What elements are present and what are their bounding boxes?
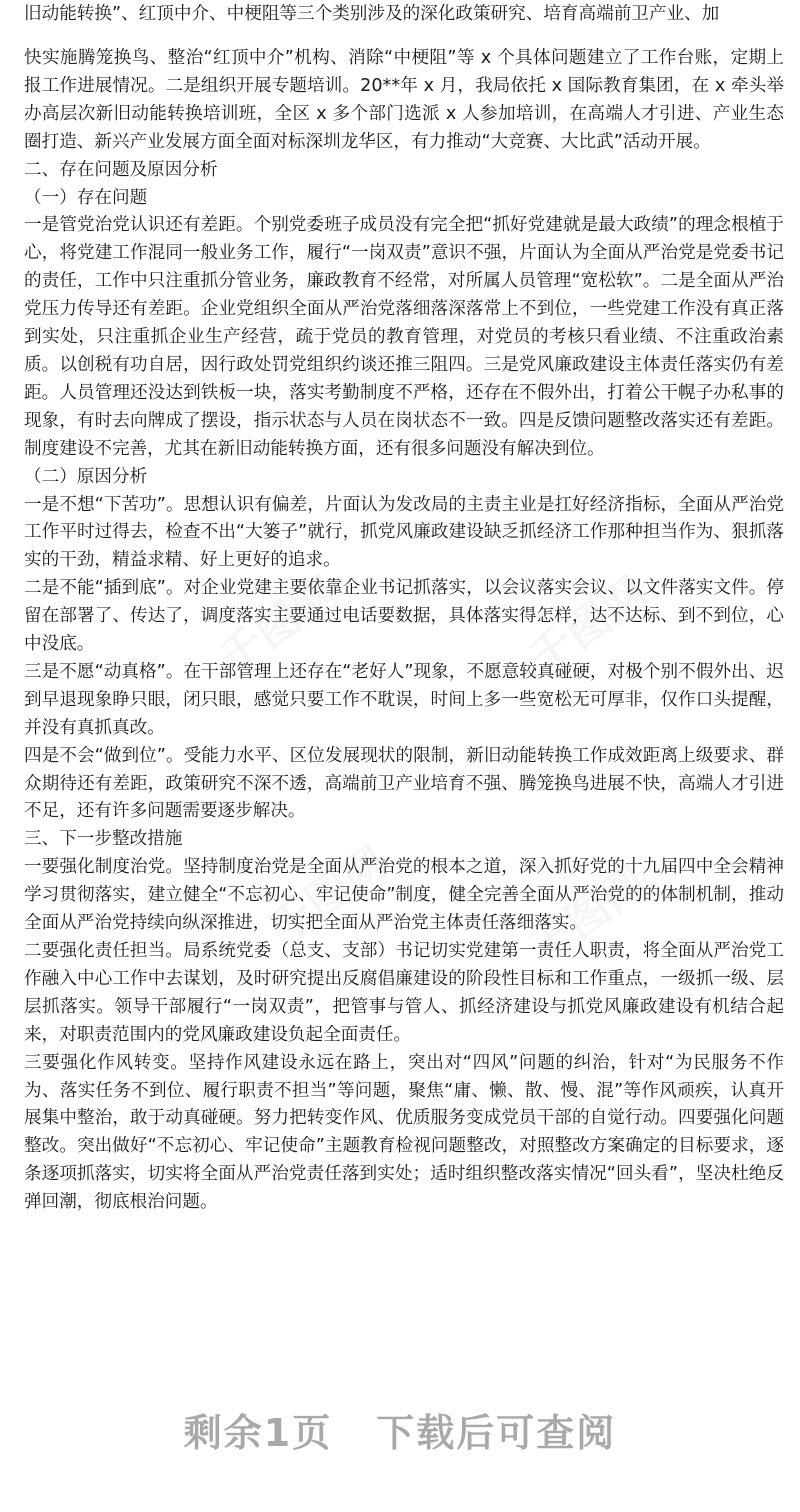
paragraph-cause-4: 四是不会“做到位”。受能力水平、区位发展现状的限制，新旧动能转换工作成效距离上级要求、群众期待还有差距，政策研究不深不透，高端前卫产业培育不强、腾笼换鸟进展不快，高端人才引进不足，还有许多问题需要逐步解决。 xyxy=(24,745,784,822)
download-prompt[interactable] xyxy=(0,1402,800,1457)
paragraph-cause-2: 二是不能“插到底”。对企业党建主要依靠企业书记抓落实，以会议落实会议、以文件落实文件。停留在部署了、传达了，调度落实主要通过电话要数据，具体落实得怎样，达不达标、到不到位，心中没底。 xyxy=(24,578,784,655)
document-body xyxy=(24,45,784,1217)
download-to-view-label[interactable]: 下载后可查阅 xyxy=(376,1411,617,1455)
section-heading-problems: 二、存在问题及原因分析 xyxy=(24,159,218,180)
paragraph-measure-3-4: 三要强化作风转变。坚持作风建设永远在路上，突出对“四风”问题的纠治，针对“为民服务不作为、落实任务不到位、履行职责不担当”等问题，聚焦“庸、懒、散、慢、混”等作风顽疾，认真开展集中整治，敢于动真碰硬。努力把转变作风、优质服务变成党员干部的自觉行动。四要强化问题整改。突出做好“不忘初心、牢记使命”主题教育检视问题整改，对照整改方案确定的目标要求，逐条逐项抓落实，切实将全面从严治党责任落到实处；适时组织整改落实情况“回头看”，坚决杜绝反弹回潮，彻底根治问题。 xyxy=(24,1052,784,1213)
previous-page-last-line: 旧动能转换”、红顶中介、中梗阻等三个类别涉及的深化政策研究、培育高端前卫产业、加 xyxy=(24,4,720,24)
paragraph-measure-1: 一要强化制度治党。坚持制度治党是全面从严治党的根本之道，深入抓好党的十九届四中全会精神学习贯彻落实，建立健全“不忘初心、牢记使命”制度，健全完善全面从严治党的的体制机制，推动全面从严治党持续向纵深推进，切实把全面从严治党主体责任落细落实。 xyxy=(24,857,784,934)
subheading-existing-problems: （一）存在问题 xyxy=(24,187,148,208)
subheading-cause-analysis: （二）原因分析 xyxy=(24,466,148,487)
paragraph-cause-1: 一是不想“下苦功”。思想认识有偏差，片面认为发改局的主责主业是扛好经济指标，全面从严治党工作平时过得去，检查不出“大篓子”就行，抓党风廉政建设缺乏抓经济工作那种担当作为、狠抓落实的干劲，精益求精、好上更好的追求。 xyxy=(24,494,784,571)
section-heading-measures: 三、下一步整改措施 xyxy=(24,829,183,850)
paragraph-cause-3: 三是不愿“动真格”。在干部管理上还存在“老好人”现象，不愿意较真碰硬，对极个别不假外出、迟到早退现象睁只眼，闭只眼，感觉只要工作不耽误，时间上多一些宽松无可厚非，仅作口头提醒，并没有真抓真改。 xyxy=(24,661,784,738)
remaining-pages-label: 剩余1页 xyxy=(183,1411,333,1455)
paragraph-measure-2: 二要强化责任担当。局系统党委（总支、支部）书记切实党建第一责任人职责，将全面从严治党工作融入中心工作中去谋划，及时研究提出反腐倡廉建设的阶段性目标和工作重点，一级抓一级、层层抓落实。领导干部履行“一岗双责”，把管事与管人、抓经济建设与抓党风廉政建设有机结合起来，对职责范围内的党风廉政建设负起全面责任。 xyxy=(24,941,784,1045)
paragraph-problems: 一是管党治党认识还有差距。个别党委班子成员没有完全把“抓好党建就是最大政绩”的理念根植于心，将党建工作混同一般业务工作，履行“一岗双责”意识不强，片面认为全面从严治党是党委书记的责任，工作中只注重抓分管业务，廉政教育不经常，对所属人员管理“宽松软”。二是全面从严治党压力传导还有差距。企业党组织全面从严治党落细落深落常上不到位，一些党建工作没有真正落到实处，只注重抓企业生产经营，疏于党员的教育管理，对党员的考核只看业绩、不注重政治素质。以创税有功自居，因行政处罚党组织约谈还推三阻四。三是党风廉政建设主体责任落实仍有差距。人员管理还没达到铁板一块，落实考勤制度不严格，还存在不假外出，打着公干幌子办私事的现象，有时去向牌成了摆设，指示状态与人员在岗状态不一致。四是反馈问题整改落实还有差距。制度建设不完善，尤其在新旧动能转换方面，还有很多问题没有解决到位。 xyxy=(24,215,784,459)
paragraph-training: 快实施腾笼换鸟、整治“红顶中介”机构、消除“中梗阻”等 x 个具体问题建立了工作台账，定期上报工作进展情况。二是组织开展专题培训。20**年 x 月，我局依托 x 国际教育集团，在 x 牵头举办高层次新旧动能转换培训班，全区 x 多个部门选派 x 人参加培训，在高端人才引进、产业生态圈打造、新兴产业发展方面全面对标深圳龙华区，有力推动“大竞赛、大比武”活动开展。 xyxy=(24,48,784,152)
